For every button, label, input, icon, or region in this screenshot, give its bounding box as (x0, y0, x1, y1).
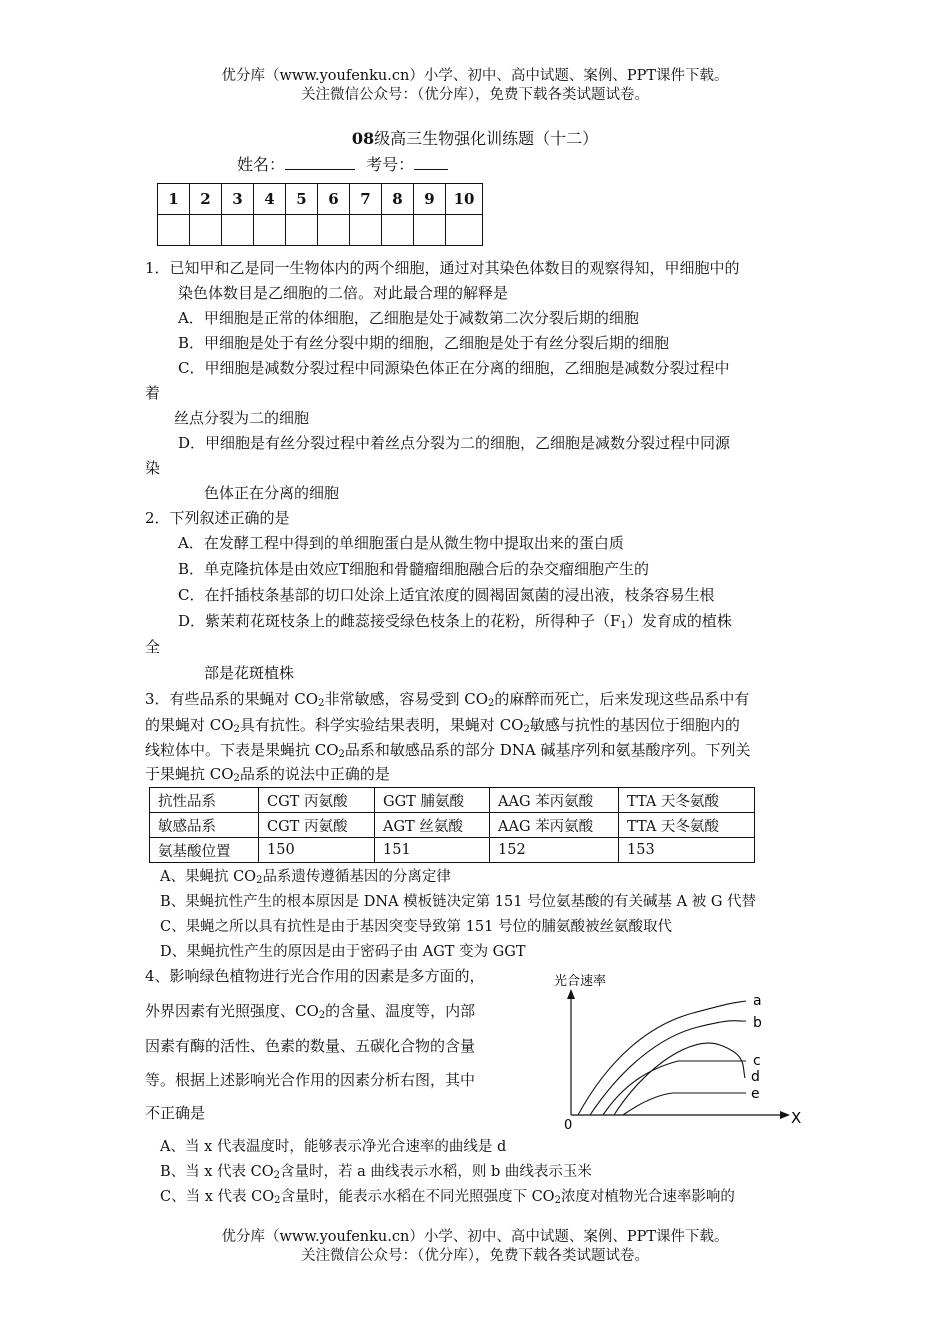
q3-option-c: C、果蝇之所以具有抗性是由于基因突变导致第 151 号位的脯氨酸被丝氨酸取代 (160, 919, 672, 935)
graph-y-arrow-icon (567, 989, 575, 999)
answer-number: 8 (382, 184, 414, 215)
answer-cell[interactable] (446, 215, 483, 246)
q3-option-d: D、果蝇抗性产生的原因是由于密码子由 AGT 变为 GGT (160, 944, 526, 960)
q2-option-c: C．在扦插枝条基部的切口处涂上适宜浓度的圆褐固氮菌的浸出液，枝条容易生根 (178, 586, 715, 604)
table-cell: TTA 天冬氨酸 (619, 788, 755, 813)
curve-e (623, 1093, 746, 1115)
table-cell: 敏感品系 (150, 813, 259, 838)
answer-number: 10 (446, 184, 483, 215)
answer-number: 1 (158, 184, 190, 215)
answer-grid (157, 183, 483, 246)
answer-number: 4 (254, 184, 286, 215)
answer-cell[interactable] (382, 215, 414, 246)
answer-number: 9 (414, 184, 446, 215)
answer-grid-numbers (158, 184, 483, 215)
answer-number: 6 (318, 184, 350, 215)
answer-cell[interactable] (414, 215, 446, 246)
table-cell: 152 (490, 838, 619, 863)
table-cell: 153 (619, 838, 755, 863)
q3-stem-line-1: 3．有些品系的果蝇对 $CO_2$非常敏感，容易受到 $CO_2$的麻醉而死亡，后来发现这些品系中有 (145, 690, 750, 709)
answer-cell[interactable] (254, 215, 286, 246)
footer-line-1: 优分库（www.youfenku.cn）小学、初中、高中试题、案例、PPT课件下载。 (221, 1229, 729, 1245)
table-cell: 抗性品系 (150, 788, 259, 813)
graph-origin-label: 0 (564, 1118, 573, 1133)
table-cell: AGT 丝氨酸 (375, 813, 490, 838)
dna-sequence-table (149, 787, 755, 863)
q4-stem-line-2: 外界因素有光照强度、$CO_2$的含量、温度等，内部 (145, 1002, 476, 1021)
table-cell: AAG 苯丙氨酸 (490, 788, 619, 813)
table-row (150, 838, 755, 863)
header-line-2: 关注微信公众号：（优分库），免费下载各类试题试卷。 (301, 87, 649, 103)
q2-stem: 2．下列叙述正确的是 (145, 509, 290, 527)
photosynthesis-rate-graph (548, 965, 818, 1135)
table-cell: AAG 苯丙氨酸 (490, 813, 619, 838)
curve-label-a: a (753, 993, 762, 1009)
q4-option-c: C、当 x 代表 $CO_2$含量时，能表示水稻在不同光照强度下 $CO_2$浓度对植物光合速率影响的 (160, 1189, 735, 1206)
table-row (150, 813, 755, 838)
table-row (150, 788, 755, 813)
name-label: 姓名： (237, 155, 286, 174)
table-cell: 氨基酸位置 (150, 838, 259, 863)
table-cell: CGT 丙氨酸 (259, 788, 375, 813)
q3-stem-line-2: 的果蝇对 $CO_2$具有抗性。科学实验结果表明，果蝇对 $CO_2$敏感与抗性的基因位于细胞内的 (145, 716, 740, 735)
number-blank[interactable] (414, 155, 448, 170)
q4-option-b: B、当 x 代表 $CO_2$含量时，若 a 曲线表示水稻，则 b 曲线表示玉米 (160, 1164, 592, 1181)
q1-stem-line-1: 1．已知甲和乙是同一生物体内的两个细胞，通过对其染色体数目的观察得知，甲细胞中的 (145, 259, 740, 277)
curve-label-e: e (751, 1086, 760, 1102)
q4-stem-line-4: 等。根据上述影响光合作用的因素分析右图，其中 (145, 1071, 476, 1089)
page-title: 08级高三生物强化训练题（十二） (351, 129, 599, 148)
q4-option-a: A、当 x 代表温度时，能够表示净光合速率的曲线是 d (160, 1139, 507, 1155)
table-cell: 151 (375, 838, 490, 863)
q1-option-d-wrap: 染 (145, 459, 161, 477)
answer-grid-blanks (158, 215, 483, 246)
answer-number: 5 (286, 184, 318, 215)
q3-stem-line-4: 于果蝇抗 $CO_2$品系的说法中正确的是 (145, 765, 390, 784)
answer-cell[interactable] (158, 215, 190, 246)
q1-option-c: C．甲细胞是减数分裂过程中同源染色体正在分离的细胞，乙细胞是减数分裂过程中 (178, 359, 730, 377)
name-number-line (237, 152, 448, 175)
answer-number: 2 (190, 184, 222, 215)
q4-stem-line-1: 4、影响绿色植物进行光合作用的因素是多方面的， (145, 967, 485, 985)
q2-option-d-cont: 部是花斑植株 (204, 664, 295, 682)
curve-label-b: b (753, 1015, 762, 1031)
answer-cell[interactable] (190, 215, 222, 246)
q3-stem-line-3: 线粒体中。下表是果蝇抗 $CO_2$品系和敏感品系的部分 DNA 碱基序列和氨基酸序列。下列关 (145, 741, 751, 760)
answer-cell[interactable] (350, 215, 382, 246)
header-line-1: 优分库（www.youfenku.cn）小学、初中、高中试题、案例、PPT课件下载。 (221, 68, 729, 84)
q1-stem-line-2: 染色体数目是乙细胞的二倍。对此最合理的解释是 (178, 284, 509, 302)
q2-option-d: D．紫茉莉花斑枝条上的雌蕊接受绿色枝条上的花粉，所得种子$(F_1)$发育成的植株 (178, 612, 732, 631)
table-cell: 150 (259, 838, 375, 863)
curve-d (614, 1043, 745, 1115)
number-label: 考号： (366, 155, 415, 174)
graph-x-arrow-icon (780, 1111, 790, 1119)
q1-option-c-cont: 丝点分裂为二的细胞 (174, 409, 310, 427)
answer-cell[interactable] (222, 215, 254, 246)
table-cell: TTA 天冬氨酸 (619, 813, 755, 838)
answer-number: 3 (222, 184, 254, 215)
page-footer (0, 1228, 950, 1266)
curve-c (603, 1061, 746, 1115)
q3-option-a: A、果蝇抗 $CO_2$品系遗传遵循基因的分离定律 (160, 869, 451, 886)
table-cell: GGT 脯氨酸 (375, 788, 490, 813)
name-blank[interactable] (285, 155, 355, 170)
curve-a (578, 1001, 746, 1115)
q2-option-d-wrap: 全 (145, 638, 161, 656)
q1-option-a: A．甲细胞是正常的体细胞，乙细胞是处于减数第二次分裂后期的细胞 (178, 309, 639, 327)
q1-option-b: B．甲细胞是处于有丝分裂中期的细胞，乙细胞是处于有丝分裂后期的细胞 (178, 334, 670, 352)
graph-y-label: 光合速率 (554, 974, 607, 989)
answer-cell[interactable] (286, 215, 318, 246)
footer-line-2: 关注微信公众号：（优分库），免费下载各类试题试卷。 (301, 1248, 649, 1264)
q1-option-d-cont: 色体正在分离的细胞 (204, 484, 340, 502)
q3-option-b: B、果蝇抗性产生的根本原因是 DNA 模板链决定第 151 号位氨基酸的有关碱基 A 被 G 代替 (160, 894, 757, 910)
q4-stem-line-5: 不正确是 (145, 1104, 206, 1122)
curve-label-c: c (753, 1053, 761, 1069)
table-cell: CGT 丙氨酸 (259, 813, 375, 838)
page-header (0, 67, 950, 105)
q2-option-a: A．在发酵工程中得到的单细胞蛋白是从微生物中提取出来的蛋白质 (178, 534, 624, 552)
q4-stem-line-3: 因素有酶的活性、色素的数量、五碳化合物的含量 (145, 1037, 476, 1055)
curve-label-d: d (751, 1069, 760, 1085)
graph-x-label: X (791, 1109, 802, 1127)
answer-number: 7 (350, 184, 382, 215)
q2-option-b: B．单克隆抗体是由效应T细胞和骨髓瘤细胞融合后的杂交瘤细胞产生的 (178, 560, 650, 578)
q1-option-c-wrap: 着 (145, 384, 161, 402)
answer-cell[interactable] (318, 215, 350, 246)
q1-option-d: D．甲细胞是有丝分裂过程中着丝点分裂为二的细胞，乙细胞是减数分裂过程中同源 (178, 434, 731, 452)
